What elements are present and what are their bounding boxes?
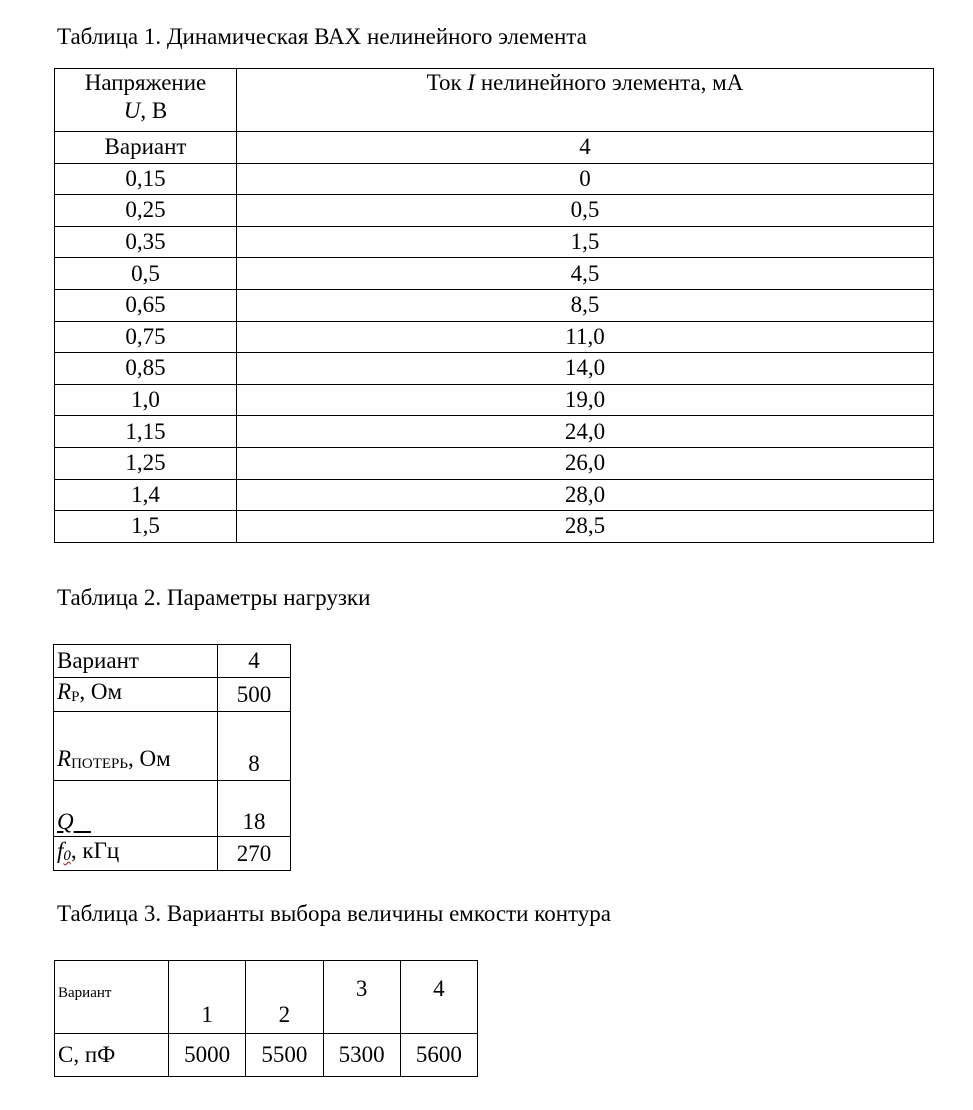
current-var: I bbox=[467, 70, 476, 95]
table-row bbox=[55, 447, 934, 479]
table3-caption: Таблица 3. Варианты выбора величины емкости контура bbox=[57, 901, 612, 926]
capacitance-value: 5300 bbox=[323, 1034, 400, 1077]
current-cell: 19,0 bbox=[237, 384, 934, 416]
variant-label: Вариант bbox=[54, 645, 218, 678]
current-cell: 26,0 bbox=[237, 447, 934, 479]
table-row bbox=[55, 226, 934, 258]
rloss-subscript: ПОТЕРЬ bbox=[71, 756, 129, 772]
current-cell: 8,5 bbox=[237, 289, 934, 321]
current-cell: 0,5 bbox=[237, 195, 934, 227]
capacitance-value: 5000 bbox=[169, 1034, 246, 1077]
voltage-cell: 0,75 bbox=[55, 321, 237, 353]
table-row bbox=[55, 479, 934, 511]
f0-label bbox=[54, 837, 218, 871]
variant-label: Вариант bbox=[55, 961, 169, 1034]
table-header-row bbox=[55, 961, 478, 1034]
voltage-cell: 0,35 bbox=[55, 226, 237, 258]
table-row bbox=[54, 645, 291, 678]
current-cell: 14,0 bbox=[237, 353, 934, 385]
table-row bbox=[55, 321, 934, 353]
table-row bbox=[55, 353, 934, 385]
voltage-cell: 0,85 bbox=[55, 353, 237, 385]
rloss-value: 8 bbox=[218, 712, 291, 781]
table-row bbox=[55, 511, 934, 543]
variant-number: 3 bbox=[323, 961, 400, 1034]
voltage-header bbox=[55, 69, 237, 132]
f0-value: 270 bbox=[218, 837, 291, 871]
table-row bbox=[55, 1034, 478, 1077]
current-header-suffix: нелинейного элемента, мА bbox=[475, 70, 744, 95]
voltage-header-text: Напряжение bbox=[84, 70, 207, 95]
capacitance-variants-table bbox=[54, 960, 478, 1077]
variant-number: 2 bbox=[246, 961, 323, 1034]
q-underline-space bbox=[74, 809, 91, 834]
capacitance-value: 5500 bbox=[246, 1034, 323, 1077]
table2-caption: Таблица 2. Параметры нагрузки bbox=[57, 585, 371, 610]
f0-unit: , кГц bbox=[70, 838, 120, 863]
voltage-cell: 1,5 bbox=[55, 511, 237, 543]
table-row bbox=[55, 384, 934, 416]
capacitance-label: С, пФ bbox=[55, 1034, 169, 1077]
voltage-cell: 1,15 bbox=[55, 416, 237, 448]
q-label bbox=[54, 781, 218, 837]
current-cell: 0 bbox=[237, 163, 934, 195]
current-header bbox=[237, 69, 934, 132]
variant-label: Вариант bbox=[55, 132, 237, 164]
current-header-prefix: Ток bbox=[426, 70, 468, 95]
rp-var: R bbox=[57, 679, 72, 704]
voltage-var: U bbox=[123, 98, 141, 123]
current-cell: 4,5 bbox=[237, 258, 934, 290]
current-cell: 1,5 bbox=[237, 226, 934, 258]
rloss-var: R bbox=[57, 746, 72, 771]
table-row bbox=[55, 195, 934, 227]
current-cell: 11,0 bbox=[237, 321, 934, 353]
table-row bbox=[55, 163, 934, 195]
variant-number: 1 bbox=[169, 961, 246, 1034]
current-cell: 28,5 bbox=[237, 511, 934, 543]
f0-subscript: 0 bbox=[63, 848, 71, 864]
load-parameters-table bbox=[53, 644, 291, 871]
voltage-cell: 0,65 bbox=[55, 289, 237, 321]
voltage-cell: 0,25 bbox=[55, 195, 237, 227]
q-value: 18 bbox=[218, 781, 291, 837]
table-row bbox=[54, 837, 291, 871]
rp-subscript: Р bbox=[71, 689, 80, 705]
rloss-label bbox=[54, 712, 218, 781]
voltage-cell: 1,0 bbox=[55, 384, 237, 416]
capacitance-value: 5600 bbox=[400, 1034, 477, 1077]
current-cell: 24,0 bbox=[237, 416, 934, 448]
voltage-cell: 0,15 bbox=[55, 163, 237, 195]
f0-var: f bbox=[57, 838, 64, 863]
table-header-row bbox=[55, 69, 934, 132]
voltage-unit: , В bbox=[140, 98, 168, 123]
q-var: Q bbox=[57, 809, 74, 834]
table-row bbox=[54, 712, 291, 781]
rp-unit: , Ом bbox=[79, 679, 123, 704]
voltage-cell: 1,25 bbox=[55, 447, 237, 479]
variant-number: 4 bbox=[400, 961, 477, 1034]
rp-value: 500 bbox=[218, 678, 291, 712]
iv-characteristic-table bbox=[54, 68, 934, 543]
table-row bbox=[54, 678, 291, 712]
rloss-unit: , Ом bbox=[128, 746, 171, 771]
table1-caption: Таблица 1. Динамическая ВАХ нелинейного элемента bbox=[57, 24, 587, 49]
rp-label bbox=[54, 678, 218, 712]
variant-value: 4 bbox=[218, 645, 291, 678]
table-row bbox=[55, 289, 934, 321]
variant-value: 4 bbox=[237, 132, 934, 164]
table-row bbox=[54, 781, 291, 837]
voltage-cell: 1,4 bbox=[55, 479, 237, 511]
variant-row bbox=[55, 132, 934, 164]
table-row bbox=[55, 258, 934, 290]
voltage-cell: 0,5 bbox=[55, 258, 237, 290]
table-row bbox=[55, 416, 934, 448]
current-cell: 28,0 bbox=[237, 479, 934, 511]
